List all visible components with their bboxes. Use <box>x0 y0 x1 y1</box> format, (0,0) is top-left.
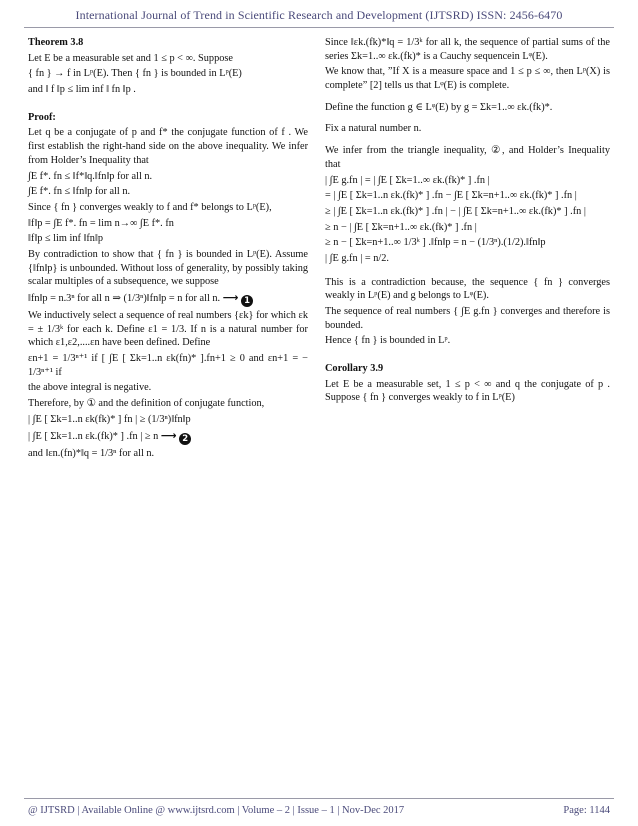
corollary-text: Let E be a measurable set, 1 ≤ p < ∞ and q the conjugate of p . Suppose { fn } converges weakly to f in Lᵖ(E) <box>325 378 610 404</box>
proof-paragraph-3: By contradiction to show that { fn } is bounded in Lᵖ(E). Assume {‖fn‖p} is unbounded. Without loss of generality, by possibly taking scalar multiples of a subsequence, we suppose <box>28 248 308 288</box>
right-equation-6: | ∫E g.fn | = n/2. <box>325 252 389 264</box>
right-paragraph-3: Define the function g ∈ Lᵠ(E) by g = Σk=1..∞ εk.(fk)*. <box>325 101 553 113</box>
right-equation-3: ≥ | ∫E [ Σk=1..n εk.(fk)* ] .fn | − | ∫E [ Σk=n+1..∞ εk.(fk)* ] .fn | <box>325 205 586 217</box>
right-equation-5: ≥ n − [ Σk=n+1..∞ 1/3ᵏ ] .‖fn‖p = n − (1/3ⁿ).(1/2).‖fn‖p <box>325 237 546 249</box>
right-paragraph-4: Fix a natural number n. <box>325 123 422 135</box>
footer-info: @ IJTSRD | Available Online @ www.ijtsrd.com | Volume – 2 | Issue – 1 | Nov-Dec 2017 <box>28 805 405 816</box>
proof-equation-2: ∫E f*. fn ≤ ‖fn‖p for all n. <box>28 186 131 198</box>
circled-number-1-icon: 1 <box>241 295 253 307</box>
proof-paragraph-4: We inductively select a sequence of real numbers {εk} for which εk = ± 1/3ᵏ for each k. Define ε1 = 1/3. If n is a natural number for which ε1,ε2,....εn have been defined. Define <box>28 310 308 349</box>
corollary-heading: Corollary 3.9 <box>325 363 384 375</box>
right-paragraph-5: We infer from the triangle inequality, ②, and Holder’s Inequality that <box>325 145 610 170</box>
footer-divider <box>24 798 614 799</box>
right-column <box>325 36 610 407</box>
right-paragraph-8: Hence { fn } is bounded in Lᵖ. <box>325 335 451 347</box>
theorem-line-2: { fn } → f in Lᵖ(E). Then { fn } is bounded in Lᵖ(E) <box>28 68 242 80</box>
proof-paragraph-6: Therefore, by ① and the definition of conjugate function, <box>28 398 265 410</box>
journal-header: International Journal of Trend in Scientific Research and Development (IJTSRD) ISSN: 2456-6470 <box>75 8 563 22</box>
circled-number-2-icon: 2 <box>179 433 191 445</box>
right-paragraph-2: We know that, ”If X is a measure space and 1 ≤ p ≤ ∞, then Lᵖ(X) is complete” [2] tells us that Lᵠ(E) is complete. <box>325 66 610 92</box>
proof-equation-9: and ‖εn.(fn)*‖q = 1/3ⁿ for all n. <box>28 447 155 459</box>
right-equation-2: = | ∫E [ Σk=1..n εk.(fk)* ] .fn − ∫E [ Σk=n+1..∞ εk.(fk)* ] .fn | <box>325 190 577 202</box>
proof-heading: Proof: <box>28 111 56 123</box>
proof-equation-7: | ∫E [ Σk=1..n εk(fk)* ] fn | ≥ (1/3ⁿ)‖fn‖p <box>28 413 191 425</box>
arrow-right-icon: ⟶ <box>222 291 239 304</box>
proof-paragraph-2: Since { fn } converges weakly to f and f* belongs to Lᵖ(E), <box>28 201 272 213</box>
proof-paragraph-1: Let q be a conjugate of p and f* the conjugate function of f . We first establish the right-hand side on the above inequality. We infer from Holder’s Inequality that <box>28 127 308 166</box>
proof-equation-8-text: | ∫E [ Σk=1..n εk.(fk)* ] .fn | ≥ n <box>28 430 159 442</box>
proof-equation-5 <box>28 291 308 307</box>
journal-footer <box>28 805 610 816</box>
proof-equation-3: ‖f‖p = ∫E f*. fn = lim n→∞ ∫E f*. fn <box>28 217 174 229</box>
proof-equation-5-text: ‖fn‖p = n.3ⁿ for all n ⇒ (1/3ⁿ)‖fn‖p = n for all n. <box>28 293 221 304</box>
page-number: Page: 1144 <box>563 805 610 816</box>
right-equation-1: | ∫E g.fn | = | ∫E [ Σk=1..∞ εk.(fk)* ] .fn | <box>325 174 490 186</box>
theorem-heading: Theorem 3.8 <box>28 37 84 48</box>
theorem-line-1: Let E be a measurable set and 1 ≤ p < ∞. Suppose <box>28 52 233 64</box>
right-equation-4: ≥ n − | ∫E [ Σk=n+1..∞ εk.(fk)* ] .fn | <box>325 221 477 233</box>
proof-equation-4: ‖f‖p ≤ lim inf ‖fn‖p <box>28 233 103 245</box>
proof-equation-6: εn+1 = 1/3ⁿ⁺¹ if [ ∫E [ Σk=1..n εk(fn)* ].fn+1 ≥ 0 and εn+1 = − 1/3ⁿ⁺¹ if <box>28 353 308 378</box>
proof-equation-1: ∫E f*. fn ≤ ‖f*‖q.‖fn‖p for all n. <box>28 170 153 182</box>
proof-equation-8 <box>28 429 308 445</box>
right-paragraph-6: This is a contradiction because, the sequence { fn } converges weakly in Lᵖ(E) and g belongs to Lᵠ(E). <box>325 276 610 302</box>
arrow-right-icon: ⟶ <box>160 428 177 442</box>
right-paragraph-1: Since ‖εk.(fk)*‖q = 1/3ᵏ for all k, the sequence of partial sums of the series Σk=1..∞ εk.(fk)* is a Cauchy sequencein Lᵠ(E). <box>325 37 610 62</box>
proof-paragraph-5: the above integral is negative. <box>28 382 152 394</box>
header-divider <box>24 27 614 28</box>
left-column <box>28 36 308 462</box>
right-paragraph-7: The sequence of real numbers { ∫E g.fn } converges and therefore is bounded. <box>325 306 610 331</box>
theorem-line-3: and ‖ f ‖p ≤ lim inf ‖ fn ‖p . <box>28 84 136 96</box>
